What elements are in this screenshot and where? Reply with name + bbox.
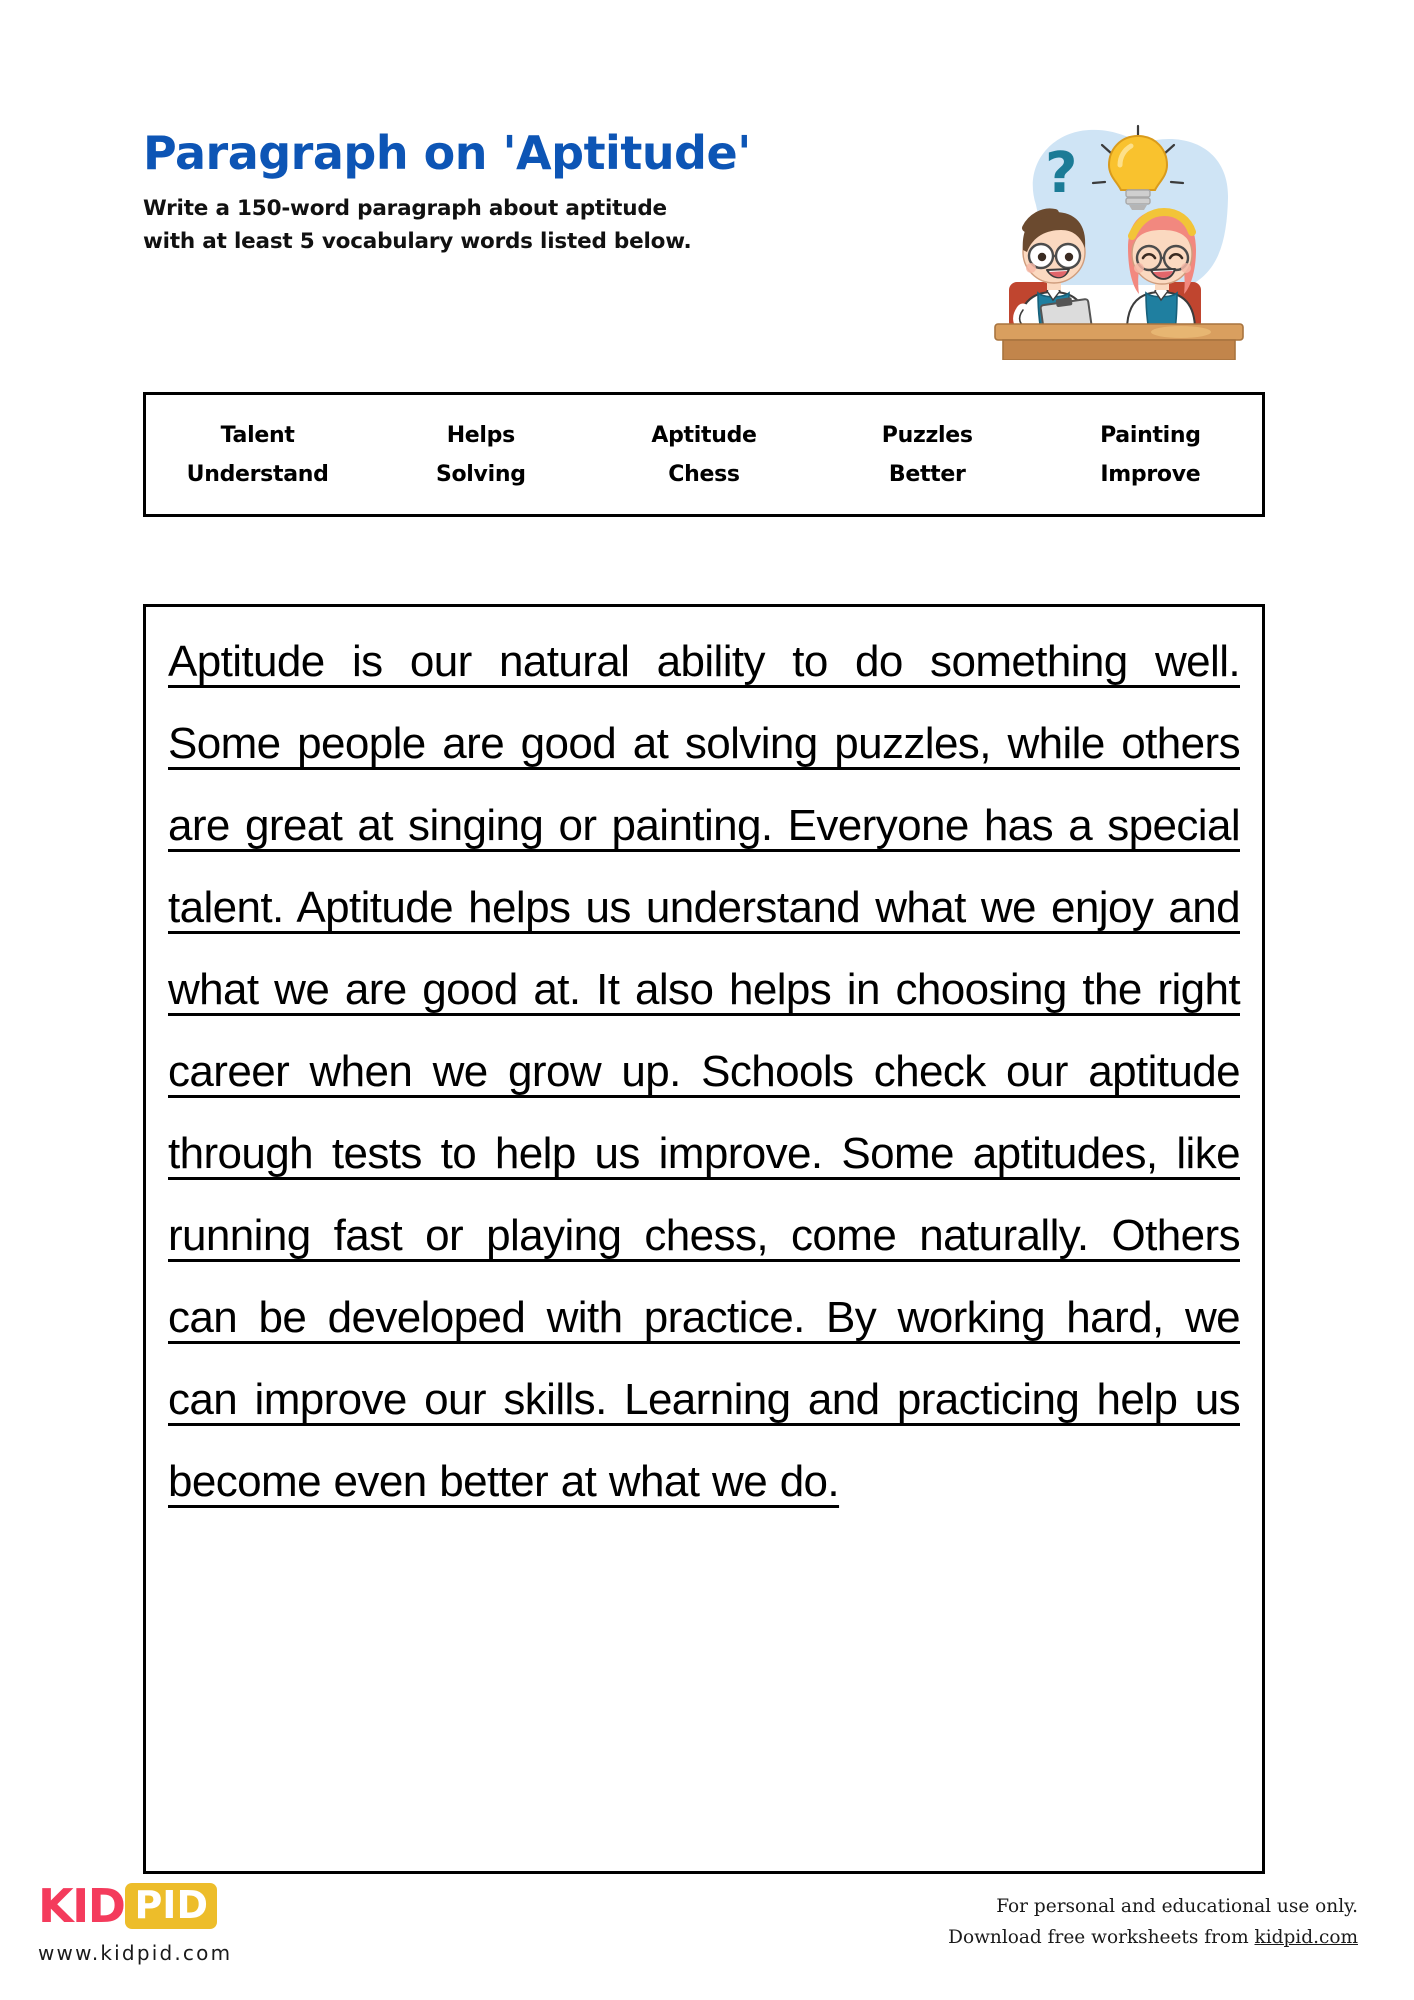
girl-student: [1127, 210, 1196, 330]
logo-website-url: www.kidpid.com: [38, 1941, 233, 1965]
logo-pid-text: PID: [125, 1883, 217, 1929]
logo-kid-text: KID: [38, 1879, 125, 1933]
vocabulary-word: Chess: [668, 461, 740, 487]
desk: [995, 324, 1243, 360]
vocabulary-row-1: [146, 416, 1262, 455]
footer-usage-note: [948, 1892, 1358, 1953]
svg-text:?: ?: [1045, 141, 1078, 206]
vocabulary-word: Better: [888, 461, 966, 487]
footer-note-line-1: For personal and educational use only.: [996, 1896, 1358, 1917]
kidpid-link[interactable]: kidpid.com: [1254, 1926, 1358, 1948]
students-illustration: [981, 110, 1271, 360]
answer-paragraph-text: Aptitude is our natural ability to do something well. Some people are good at solving puzzles, while others are great at singing or painting. Everyone has a special talent. Aptitude helps us understand what we enjoy and what we are good at. It also helps in choosing the right career when we grow up. Schools check our aptitude through tests to help us improve. Some aptitudes, like running fast or playing chess, come naturally. Others can be developed with practice. By working hard, we can improve our skills. Learning and practicing help us become even better at what we do.: [168, 637, 1240, 1506]
vocabulary-row-2: [146, 455, 1262, 494]
logo-mark: [38, 1880, 232, 1932]
vocabulary-word: Puzzles: [881, 422, 973, 448]
page-title: Paragraph on 'Aptitude': [143, 126, 751, 180]
instructions-text: Write a 150-word paragraph about aptitude with at least 5 vocabulary words listed below.: [143, 196, 692, 255]
vocabulary-word: Aptitude: [651, 422, 757, 448]
kidpid-logo[interactable]: [38, 1880, 232, 1965]
worksheet-footer: [0, 1880, 1414, 2000]
vocabulary-word: Helps: [446, 422, 515, 448]
answer-box[interactable]: [143, 604, 1265, 1874]
vocabulary-word: Improve: [1100, 461, 1201, 487]
header-text-block: [143, 126, 843, 259]
vocabulary-word: Solving: [435, 461, 526, 487]
vocabulary-word: Understand: [186, 461, 329, 487]
question-mark-icon: [1045, 141, 1077, 206]
footer-note-line-2: [948, 1923, 1358, 1954]
worksheet-header: [143, 126, 1271, 360]
vocabulary-word: Talent: [220, 422, 295, 448]
vocabulary-word: Painting: [1100, 422, 1201, 448]
vocabulary-box: [143, 392, 1265, 517]
footer-note-prefix: Download free worksheets from: [948, 1926, 1255, 1948]
